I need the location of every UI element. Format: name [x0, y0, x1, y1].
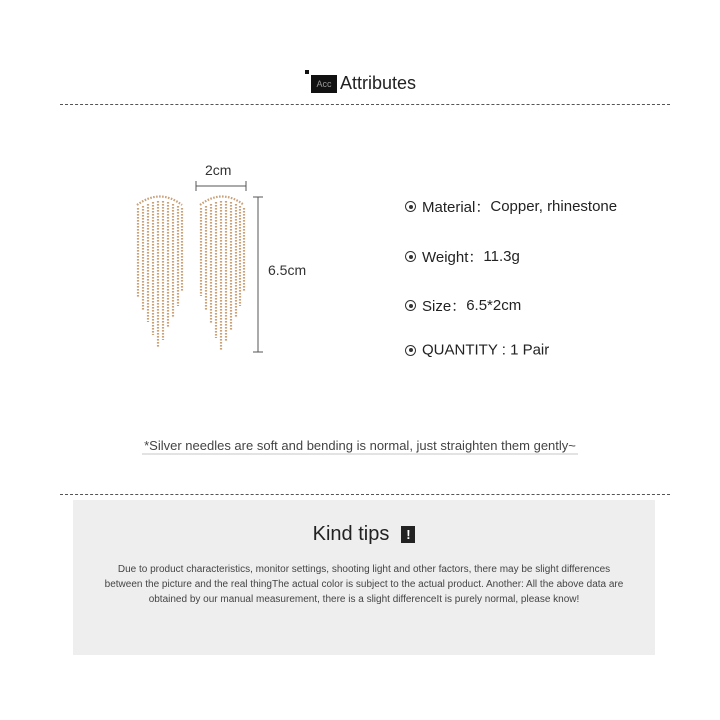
earring-right-image	[200, 197, 244, 351]
warning-icon: !	[401, 526, 415, 543]
bullet-icon	[405, 345, 416, 356]
spec-weight: Weight：11.3g	[405, 246, 520, 266]
kind-tips-body: Due to product characteristics, monitor settings, shooting light and other factors, there may be slight differences between the picture and the real thingThe actual color is subject to the actual product. Another: All the above data are obtained by our manual measurement, there is a slight differenceIt is purely normal, please know!	[104, 564, 624, 605]
bottom-divider	[60, 494, 670, 495]
kind-tips-panel	[73, 500, 655, 655]
bullet-icon	[405, 300, 416, 311]
header-title: Attributes	[340, 73, 417, 93]
bullet-icon	[405, 251, 416, 262]
earring-left-image	[137, 197, 182, 349]
height-label: 6.5cm	[268, 262, 307, 278]
silver-needle-note: *Silver needles are soft and bending is normal, just straighten them gently~	[144, 438, 576, 453]
spec-size: Size：6.5*2cm	[405, 295, 521, 315]
width-label: 2cm	[205, 162, 232, 178]
spec-material: Material：Copper, rhinestone	[405, 196, 617, 216]
bullet-icon	[405, 201, 416, 212]
kind-tips-title: Kind tips !	[73, 523, 655, 546]
spec-quantity: QUANTITY : 1 Pair	[405, 341, 549, 361]
acc-badge: Acc	[311, 75, 337, 93]
